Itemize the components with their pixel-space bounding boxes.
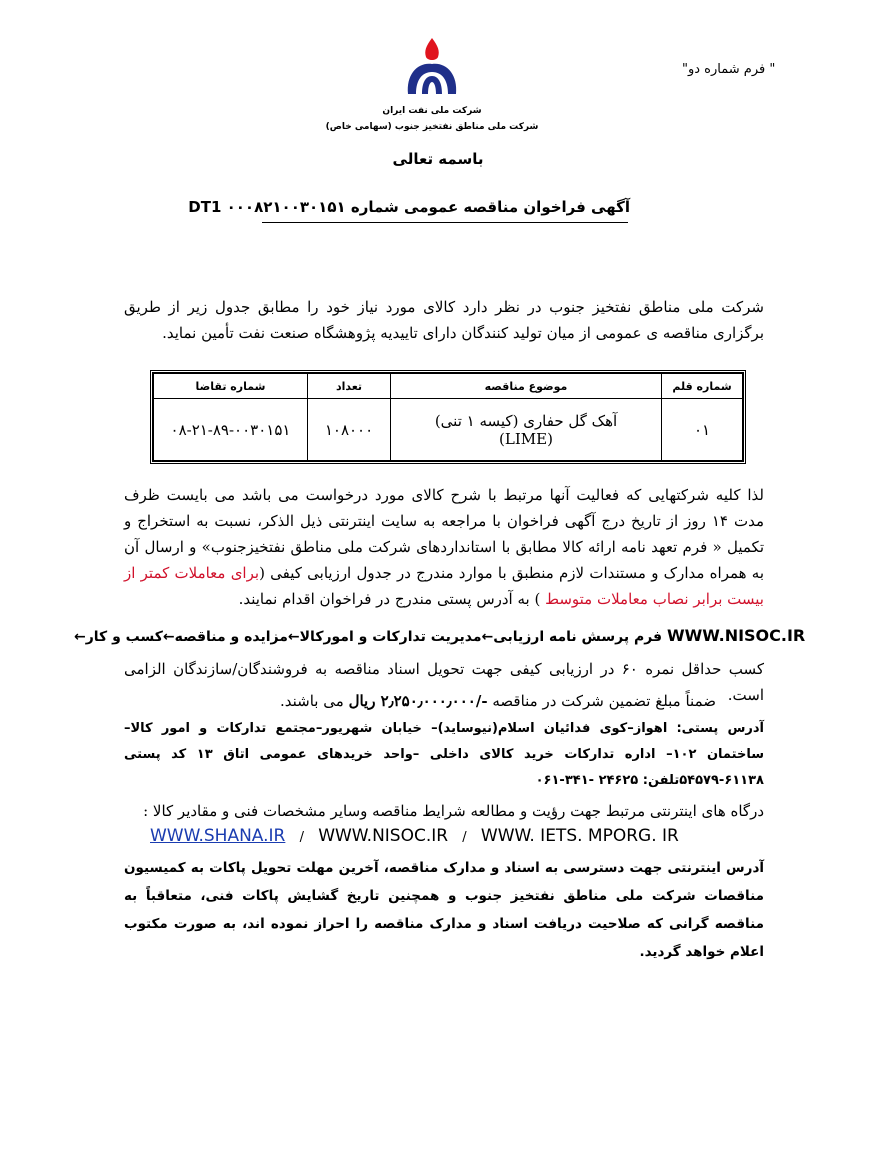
basmala-heading: باسمه تعالی xyxy=(392,150,484,168)
questionnaire-path xyxy=(74,626,806,645)
nisoc-link[interactable]: WWW.NISOC.IR xyxy=(666,626,806,645)
closing-paragraph: آدرس اینترنتی جهت دسترسی به اسناد و مدارک مناقصه، آخرین مهلت تحویل پاکات به کمیسیون مناقصات شرکت ملی مناطق نفتخیز جنوب و همچنین تاریخ گشایش پاکات فنی، متعاقباً به مناقصه گرانی که صلاحیت دریافت اسناد و مدارک مناقصه را احراز نموده اند، به صورت مکتوب اعلام خواهد گردید. xyxy=(124,860,764,960)
portal-links xyxy=(150,826,746,846)
link-separator: / xyxy=(462,830,467,845)
header-request-no: شماره تقاضا xyxy=(154,374,308,399)
threshold-note: برای معاملات کمتر از بیست برابر نصاب معاملات متوسط xyxy=(124,564,764,608)
header-item-no: شماره قلم xyxy=(662,374,743,399)
intro-paragraph: شرکت ملی مناطق نفتخیز جنوب در نظر دارد کالای مورد نیاز خود را مطابق جدول زیر از طریق برگزاری مناقصه ی عمومی از میان تولید کنندگان دارای تاییدیه پژوهشگاه صنعت نفت تأمین نماید. xyxy=(124,298,764,342)
questionnaire-path-text: فرم پرسش نامه ارزیابی←مدیریت تدارکات و امورکالا←مزایده و مناقصه←کسب و کار← xyxy=(74,629,663,645)
cell-request-no: ۰۸-۲۱-۸۹-۰۰۳۰۱۵۱ xyxy=(154,399,308,461)
tender-table xyxy=(150,370,746,464)
subject-fa: آهک گل حفاری (کیسه ۱ تنی) xyxy=(434,411,618,430)
instructions-text-end: ) به آدرس پستی مندرج در فراخوان اقدام نمایند. xyxy=(238,590,546,608)
guarantee-text-end: می باشند. xyxy=(280,692,349,710)
nisoc-portal-link[interactable]: WWW.NISOC.IR xyxy=(318,826,449,846)
header-quantity: تعداد xyxy=(308,374,391,399)
instructions-text: لذا کلیه شرکتهایی که فعالیت آنها مرتبط با شرح کالای مورد درخواست می باشد می بایست ظرف مدت ۱۴ روز از تاریخ درج آگهی فراخوان با مراجعه به سایت اینترنتی ذیل الذکر، نسبت به استخراج و تکمیل « فرم تعهد نامه ارائه کالا مطابق با استانداردهای شرکت ملی مناطق نفتخیزجنوب» و ارسال آن به همراه مدارک و مستندات لازم منطبق با موارد مندرج در جدول ارزیابی کیفی ( xyxy=(124,486,765,582)
table-header-row xyxy=(154,374,743,399)
cell-item-no: ۰۱ xyxy=(662,399,743,461)
form-number-label: " فرم شماره دو" xyxy=(682,62,776,77)
link-separator: / xyxy=(299,830,304,845)
postal-address: آدرس پستی: اهواز–کوی فدائیان اسلام(نیوساید)– خیابان شهریور–مجتمع تدارکات و امور کالا–ساختمان ۱۰۲– اداره تدارکات خرید کالای داخلی –واحد خریدهای عمومی اتاق ۱۳ کد پستی ۶۱۱۳۸-۵۴۵۷۹تلفن: ۲۴۶۲۵ -۳۴۱-۰۶۱ xyxy=(124,721,764,788)
table-row xyxy=(154,399,743,461)
guarantee-text: ضمناً مبلغ تضمین شرکت در مناقصه xyxy=(487,692,716,710)
cell-subject xyxy=(391,399,662,461)
portals-intro: درگاه های اینترنتی مرتبط جهت رؤیت و مطالعه شرایط مناقصه وسایر مشخصات فنی و مقادیر کالا : xyxy=(143,802,764,820)
iets-link[interactable]: WWW. IETS. MPORG. IR xyxy=(480,826,679,846)
nioc-logo xyxy=(400,36,464,96)
instructions-paragraph xyxy=(124,482,764,612)
company-name: شرکت ملی نفت ایران xyxy=(382,106,482,116)
company-subsidiary: شرکت ملی مناطق نفتخیز جنوب (سهامی خاص) xyxy=(325,122,539,132)
subject-en: (LIME) xyxy=(499,429,553,448)
title-underline xyxy=(262,222,628,223)
guarantee-amount: -/۲٫۲۵۰٫۰۰۰٫۰۰۰ ریال xyxy=(348,692,488,710)
shana-link[interactable]: WWW.SHANA.IR xyxy=(150,826,286,846)
min-score-paragraph: کسب حداقل نمره ۶۰ در ارزیابی کیفی جهت تحویل اسناد مناقصه به فروشندگان/سازندگان الزامی است. xyxy=(124,660,764,704)
cell-quantity: ۱۰۸۰۰۰ xyxy=(308,399,391,461)
header-subject: موضوع مناقصه xyxy=(391,374,662,399)
tender-title: آگهی فراخوان مناقصه عمومی شماره DT1 ۰۰۰۸۲۱۰۰۳۰۱۵۱ xyxy=(188,198,630,216)
guarantee-paragraph xyxy=(166,688,716,714)
